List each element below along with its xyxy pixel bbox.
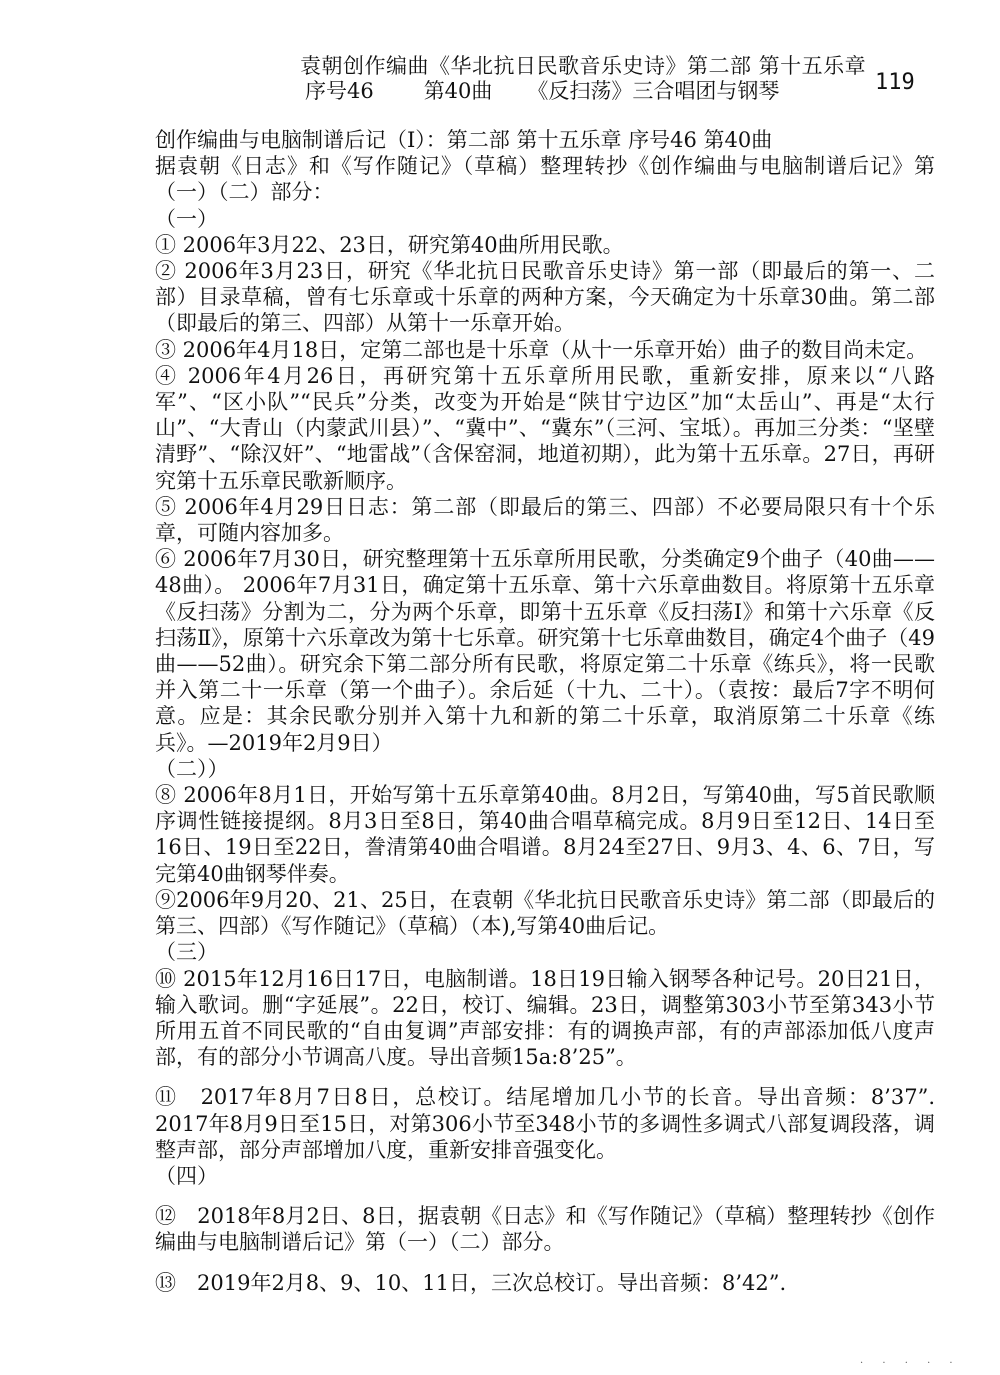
paragraph-item-1: ① 2006年3月22、23日，研究第40曲所用民歌。 <box>155 232 624 257</box>
paragraph-item-4: ④ 2006年4月26日，再研究第十五乐章所用民歌，重新安排，原来以“八路军”、“区小队”“民兵”分类，改变为开始是“陕甘宁边区”加“太岳山”、再是“太行山”、“大青山（内蒙武川县）”、“冀中”、“冀东”（三河、宝坻）。再加三分类：“坚壁清野”、“除汉奸”、“地雷战”（含保窑洞，地道初期），此为第十五乐章。27日，再研究第十五乐章民歌新顺序。 <box>155 363 935 493</box>
paragraph-item-8: ⑧ 2006年8月1日，开始写第十五乐章第40曲。8月2日，写第40曲，写5首民歌顺序调性链接提纲。8月3日至8日，第40曲合唱草稿完成。8月9日至12日、14日至16日、19日至22日，誊清第40曲合唱谱。8月24至27日、9月3、4、6、7日，写完第40曲钢琴伴奏。 <box>155 783 935 886</box>
paragraph-item-2: ② 2006年3月23日，研究《华北抗日民歌音乐史诗》第一部（即最后的第一、二部）目录草稿，曾有七乐章或十乐章的两种方案，今天确定为十乐章30曲。第二部（即最后的第三、四部）从第十一乐章开始。 <box>155 259 935 336</box>
header-subtitle <box>305 75 779 105</box>
paragraph-item-6: ⑥ 2006年7月30日，研究整理第十五乐章所用民歌，分类确定9个曲子（40曲——48曲）。 2006年7月31日，确定第十五乐章、第十六乐章曲数目。将原第十五乐章《反扫荡》分割为二，分为两个乐章，即第十五乐章《反扫荡Ⅰ》和第十六乐章《反扫荡Ⅱ》，原第十六乐章改为第十七乐章。研究第十七乐章曲数目，确定4个曲子（49曲——52曲）。研究余下第二部分所有民歌，将原定第二十乐章《练兵》，将一民歌并入第二十一乐章（第一个曲子）。余后延（十九、二十）。（袁按：最后7字不明何意。应是：其余民歌分别并入第十九和新的第二十乐章，取消原第二十乐章《练兵》。—2019年2月9日） <box>155 547 935 755</box>
paragraph-item-10: ⑩ 2015年12月16日17日，电脑制谱。18日19日输入钢琴各种记号。20日21日，输入歌词。删“字延展”。22日，校订、编辑。23日，调整第303小节至第343小节所用五首不同民歌的“自由复调”声部安排：有的调换声部，有的声部添加低八度声部，有的部分小节调高八度。导出音频15a:8’25”。 <box>155 966 935 1070</box>
page-number: 119 <box>875 70 915 95</box>
scan-marks: · · · · · <box>860 1358 961 1369</box>
section-label: （四） <box>155 1163 218 1188</box>
header-sequence-number: 序号46 <box>305 79 374 103</box>
section-label: （二）） <box>155 756 229 781</box>
document-body <box>155 127 935 1296</box>
body-heading: 创作编曲与电脑制谱后记（Ⅰ）：第二部 第十五乐章 序号46 第40曲 <box>155 128 773 152</box>
paragraph-item-3: ③ 2006年4月18日，定第二部也是十乐章（从十一乐章开始）曲子的数目尚未定。 <box>155 337 928 362</box>
paragraph-item-5: ⑤ 2006年4月29日日志：第二部（即最后的第三、四部）不必要局限只有十个乐章，可随内容加多。 <box>155 494 935 546</box>
header-piece-number: 第40曲 <box>423 79 493 103</box>
paragraph-item-11: ⑪ 2017年8月7日8日，总校订。结尾增加几小节的长音。导出音频：8’37”. 2017年8月9日至15日，对第306小节至348小节的多调性多调式八部复调段落，调整声部，部分声部增加八度，重新安排音强变化。 <box>155 1085 935 1162</box>
paragraph-item-12: ⑫ 2018年8月2日、8日，据袁朝《日志》和《写作随记》（草稿）整理转抄《创作编曲与电脑制谱后记》第（一）（二）部分。 <box>155 1204 935 1255</box>
running-header <box>0 50 1000 103</box>
body-intro: 据袁朝《日志》和《写作随记》（草稿）整理转抄《创作编曲与电脑制谱后记》第（一）（二）部分： <box>155 154 935 205</box>
header-title: 袁朝创作编曲《华北抗日民歌音乐史诗》第二部 第十五乐章 <box>300 54 867 78</box>
paragraph-item-13: ⑬ 2019年2月8、9、10、11日，三次总校订。导出音频：8’42”. <box>155 1270 787 1295</box>
section-label: （三） <box>155 940 218 965</box>
section-label: （一） <box>155 206 218 231</box>
paragraph-item-9: ⑨2006年9月20、21、25日，在袁朝《华北抗日民歌音乐史诗》第二部（即最后的第三、四部）《写作随记》（草稿）（本),写第40曲后记。 <box>155 887 935 939</box>
header-piece-title: 《反扫荡》三合唱团与钢琴 <box>527 79 780 103</box>
